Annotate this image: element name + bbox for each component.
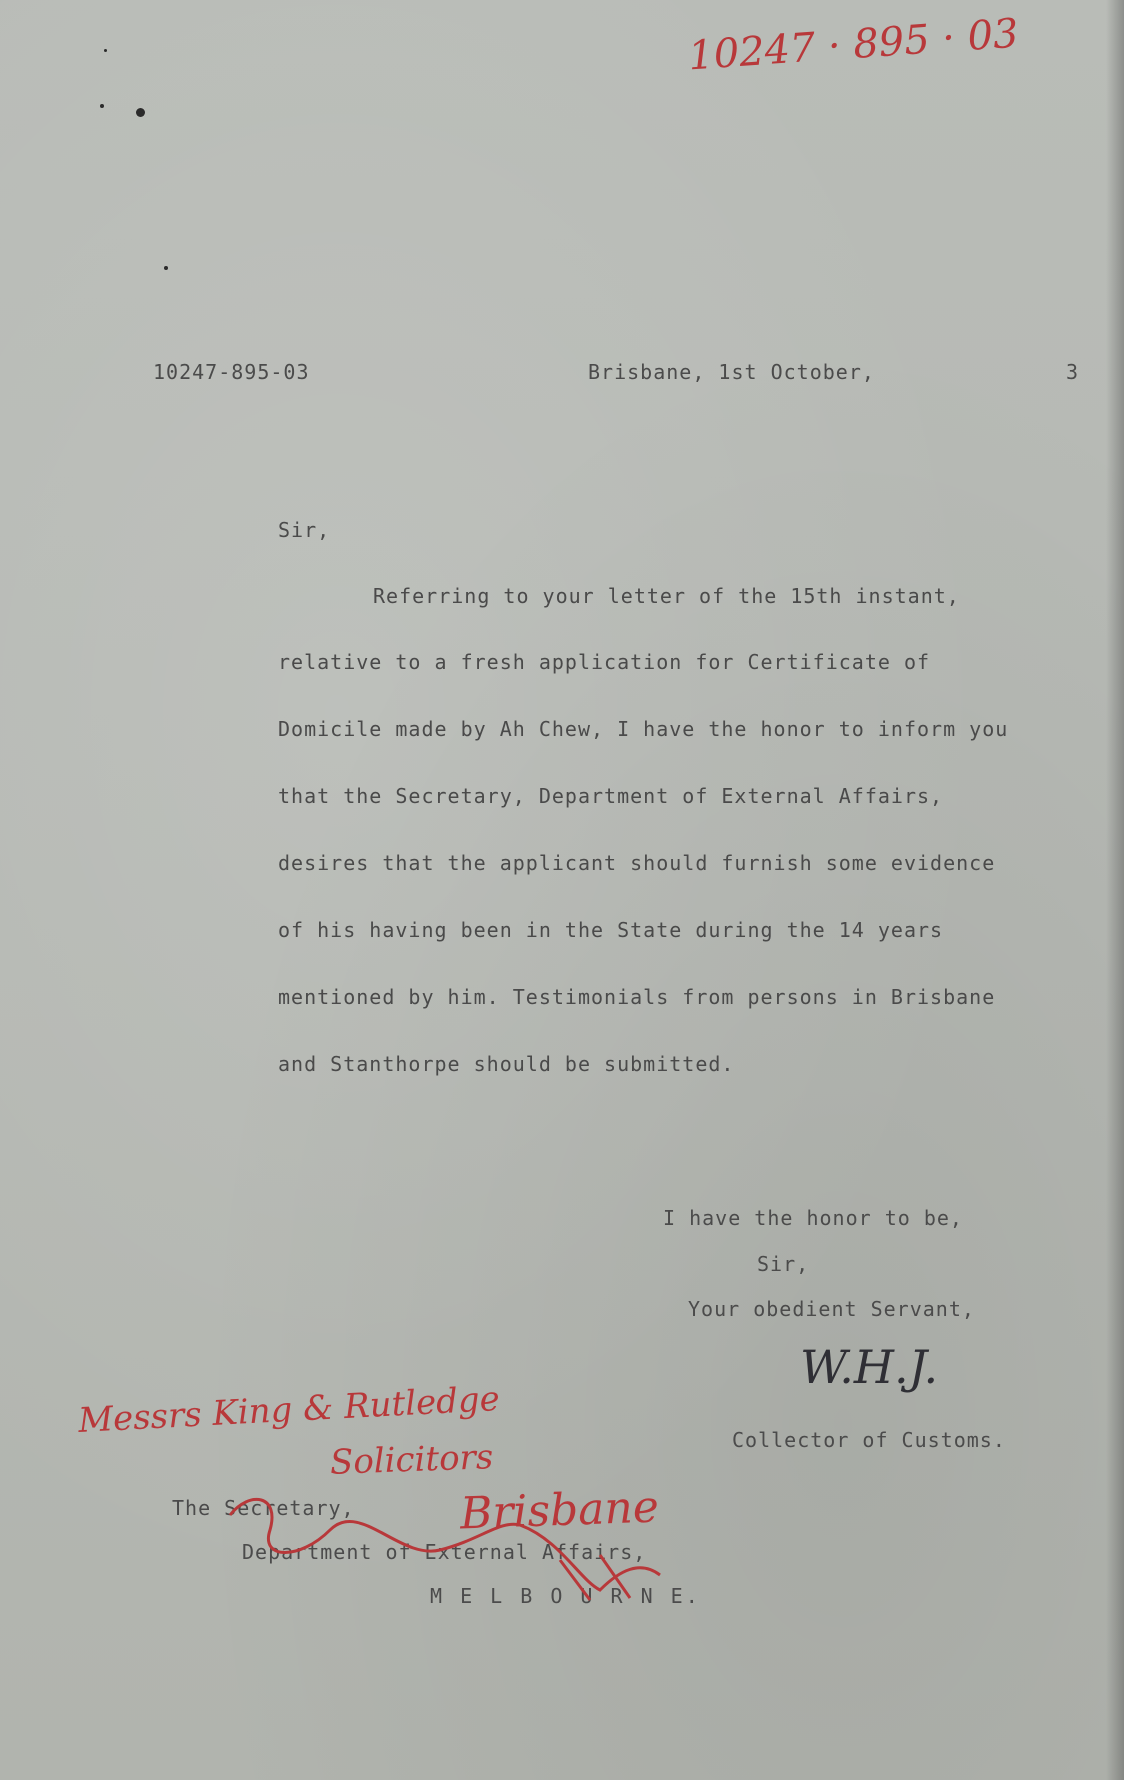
ink-speck <box>136 108 145 117</box>
body-line: Referring to your letter of the 15th instant, <box>373 584 960 608</box>
handwritten-note-line-3: Brisbane <box>459 1481 660 1540</box>
handwritten-file-number: 10247 · 895 · 03 <box>686 10 1020 80</box>
handwritten-note-line-1: Messrs King & Rutledge <box>77 1378 501 1442</box>
file-number: 10247-895-03 <box>153 360 310 384</box>
closing-line-1: I have the honor to be, <box>663 1206 963 1230</box>
body-line: relative to a fresh application for Certificate of <box>278 650 931 674</box>
body-line: of his having been in the State during the 14 years <box>278 918 944 942</box>
closing-line-2: Sir, <box>757 1252 810 1276</box>
ink-speck <box>104 49 107 52</box>
handwritten-note-line-2: Solicitors <box>329 1437 494 1483</box>
body-line: desires that the applicant should furnish some evidence <box>278 851 996 875</box>
salutation: Sir, <box>278 518 331 542</box>
page-edge-shadow <box>1106 0 1124 1780</box>
ink-speck <box>100 104 104 108</box>
addressee-line-3: M E L B O U R N E. <box>430 1584 701 1608</box>
body-line: that the Secretary, Department of External Affairs, <box>278 784 944 808</box>
body-line: mentioned by him. Testimonials from persons in Brisbane <box>278 985 996 1009</box>
addressee-line-1: The Secretary, <box>172 1496 355 1520</box>
signer-title: Collector of Customs. <box>732 1428 1006 1452</box>
body-line: Domicile made by Ah Chew, I have the honor to inform you <box>278 717 1009 741</box>
ink-speck <box>164 266 168 270</box>
closing-line-3: Your obedient Servant, <box>688 1297 975 1321</box>
place-date: Brisbane, 1st October, <box>588 360 875 384</box>
signature: W.H.J. <box>800 1340 939 1394</box>
body-line: and Stanthorpe should be submitted. <box>278 1052 735 1076</box>
page-number: 3 <box>1066 360 1080 384</box>
addressee-line-2: Department of External Affairs, <box>242 1540 647 1564</box>
